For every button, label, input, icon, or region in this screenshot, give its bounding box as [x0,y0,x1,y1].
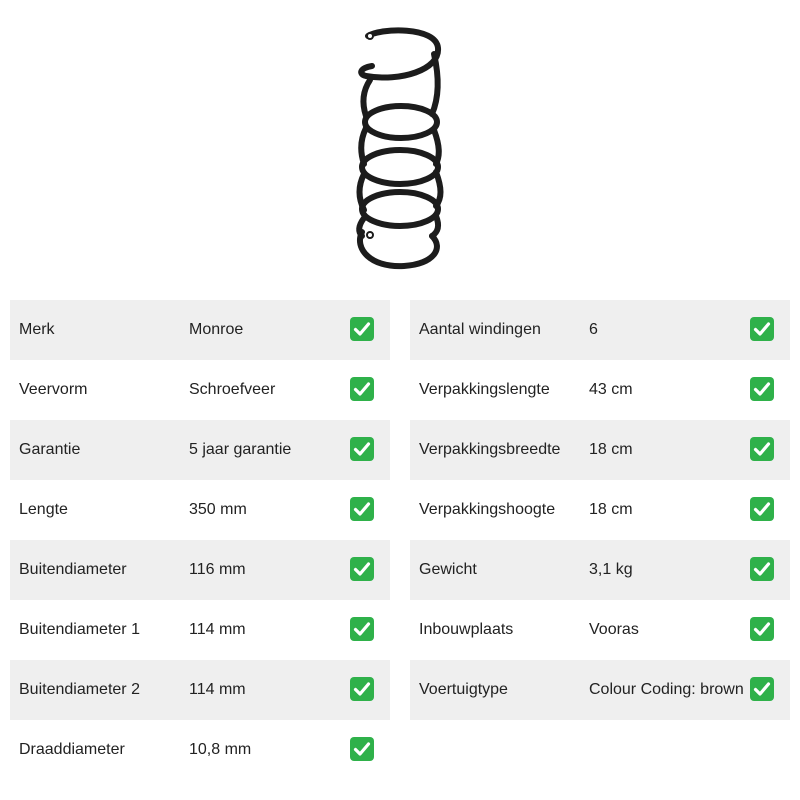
spec-row [410,360,790,420]
spec-label: Verpakkingsbreedte [419,441,561,458]
spec-label: Inbouwplaats [419,621,514,638]
check-icon [349,616,375,642]
spec-value: Colour Coding: brown [589,681,744,698]
spec-row [10,600,390,660]
spec-value: 10,8 mm [189,741,252,758]
spec-row [10,300,390,360]
spec-label: Verpakkingshoogte [419,501,556,518]
spec-label: Merk [19,321,55,338]
spec-value: 43 cm [589,381,633,398]
spec-row [10,660,390,720]
check-icon [349,376,375,402]
spec-label: Draaddiameter [19,741,125,758]
spec-label: Buitendiameter [19,561,127,578]
spec-value: 350 mm [189,501,247,518]
spec-row [410,600,790,660]
spec-row [410,300,790,360]
spec-value: 5 jaar garantie [189,441,292,458]
spec-table-right [410,300,790,720]
check-icon [349,316,375,342]
spec-table-left [10,300,390,780]
spec-value: 116 mm [189,561,246,578]
spec-row [410,480,790,540]
spec-label: Lengte [19,501,68,518]
check-icon [349,676,375,702]
check-icon [749,496,775,522]
check-icon [349,496,375,522]
spec-row [410,660,790,720]
spec-row [10,480,390,540]
spec-row [410,420,790,480]
spec-label: Gewicht [419,561,477,578]
spec-value: Vooras [589,621,639,638]
spec-label: Aantal windingen [419,321,541,338]
check-icon [749,556,775,582]
check-icon [349,736,375,762]
spec-label: Voertuigtype [419,681,508,698]
spec-value: 6 [589,321,598,338]
spec-label: Buitendiameter 1 [19,621,140,638]
spec-row [10,360,390,420]
check-icon [749,676,775,702]
check-icon [349,556,375,582]
check-icon [749,376,775,402]
spec-label: Garantie [19,441,81,458]
spec-row [10,540,390,600]
spec-row [410,540,790,600]
spec-value: 114 mm [189,681,246,698]
spec-value: 18 cm [589,441,633,458]
spec-value: 18 cm [589,501,633,518]
spec-label: Veervorm [19,381,88,398]
check-icon [349,436,375,462]
spec-label: Verpakkingslengte [419,381,550,398]
spec-value: 3,1 kg [589,561,633,578]
coil-spring-image [340,22,460,272]
spec-row [10,720,390,780]
spec-value: Schroefveer [189,381,276,398]
check-icon [749,616,775,642]
spec-value: 114 mm [189,621,246,638]
spec-label: Buitendiameter 2 [19,681,140,698]
spec-row [10,420,390,480]
check-icon [749,316,775,342]
check-icon [749,436,775,462]
spec-value: Monroe [189,321,244,338]
